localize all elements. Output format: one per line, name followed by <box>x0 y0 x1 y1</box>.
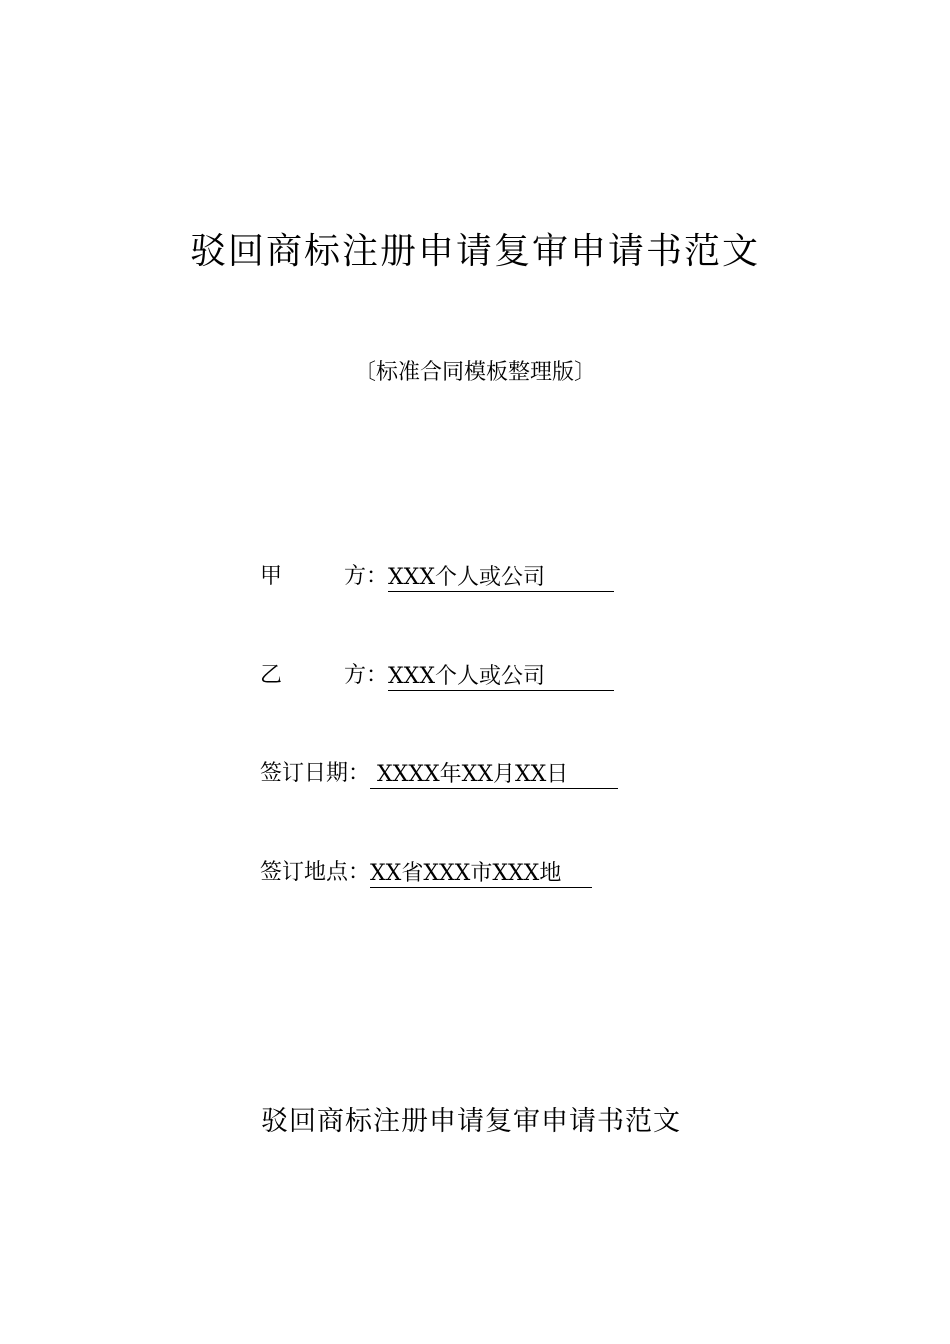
party-b-label-char: 乙 <box>260 663 283 688</box>
party-a-label <box>260 562 388 592</box>
document-title: 驳回商标注册申请复审申请书范文 <box>189 231 760 272</box>
sign-place-value: XX省XXX市XXX地 <box>370 860 592 888</box>
footer-title: 驳回商标注册申请复审申请书范文 <box>261 1106 681 1137</box>
sign-place-field <box>260 856 592 888</box>
sign-date-field <box>260 757 618 789</box>
party-a-value: XXX个人或公司 <box>388 564 614 592</box>
sign-date-label: 签订日期： <box>260 761 371 786</box>
sign-place-label: 签订地点： <box>260 860 371 885</box>
party-a-label-char: 甲 <box>260 564 283 589</box>
party-a-label-suffix: 方： <box>343 564 388 589</box>
party-b-field <box>260 659 614 691</box>
party-b-label <box>260 661 388 691</box>
party-b-value: XXX个人或公司 <box>388 663 614 691</box>
sign-date-value: XXXX年XX月XX日 <box>370 761 618 789</box>
party-a-field <box>260 560 614 592</box>
document-subtitle: 〔标准合同模板整理版〕 <box>353 360 596 385</box>
party-b-label-suffix: 方： <box>343 663 388 688</box>
